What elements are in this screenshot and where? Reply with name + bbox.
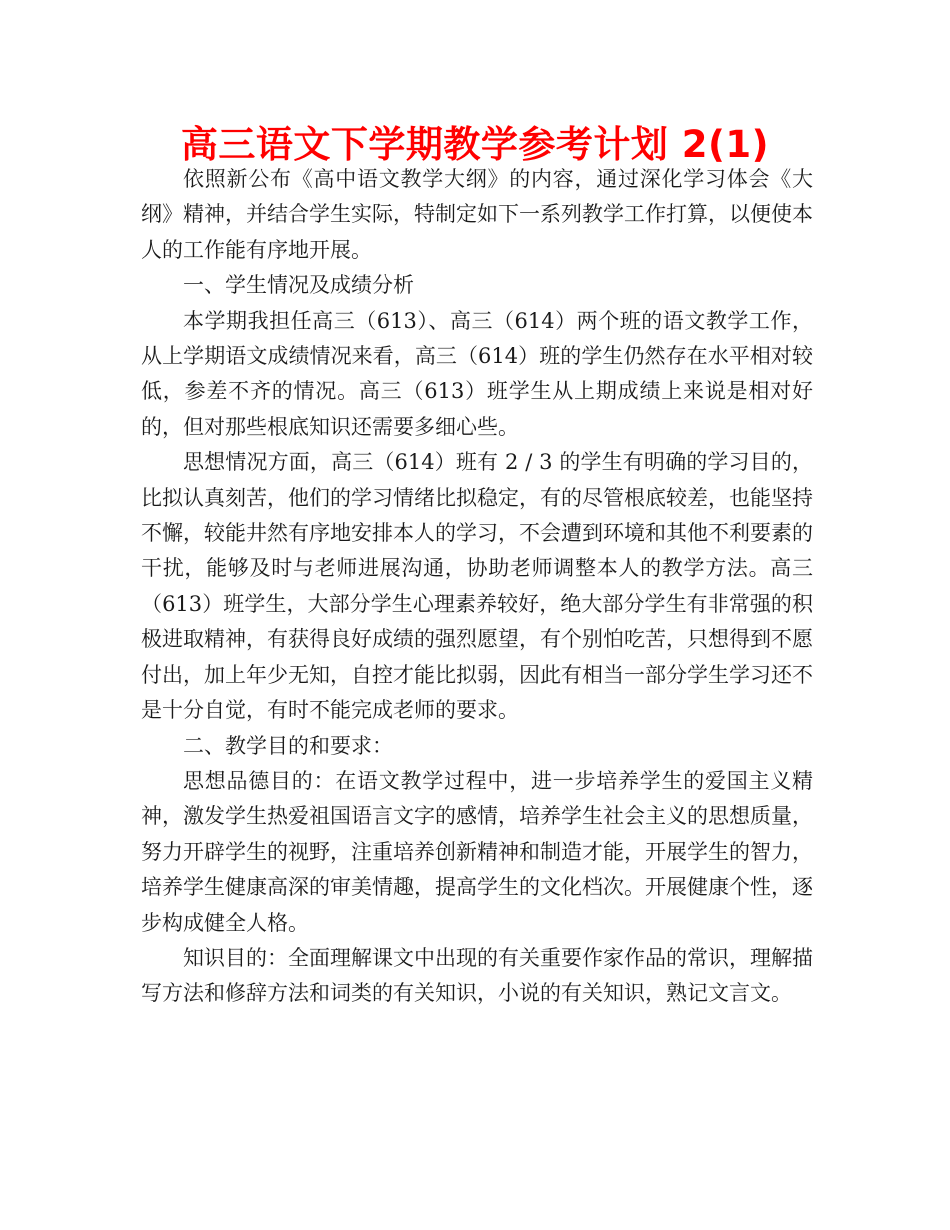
document-title: 高三语文下学期教学参考计划 2(1): [180, 123, 770, 166]
section-heading-teaching-goals: 二、教学目的和要求：: [183, 733, 393, 758]
paragraph-ideological-situation: 思想情况方面，高三（614）班有 2 / 3 的学生有明确的学习目的，比拟认真刻苦，他们的学习情绪比拟稳定，有的尽管根底较差，也能坚持不懈，较能井然有序地安排本人的学习，不会遭到环境和其他不利要素的干扰，能够及时与老师进展沟通，协助老师调整本人的教学方法。高三（613）班学生，大部分学生心理素养较好，绝大部分学生有非常强的积极进取精神，有获得良好成绩的强烈愿望，有个别怕吃苦，只想得到不愿付出，加上年少无知，自控才能比拟弱，因此有相当一部分学生学习还不是十分自觉，有时不能完成老师的要求。: [141, 450, 813, 723]
paragraph-moral-goals: 思想品德目的：在语文教学过程中，进一步培养学生的爱国主义精神，激发学生热爱祖国语言文字的感情，培养学生社会主义的思想质量，努力开辟学生的视野，注重培养创新精神和制造才能，开展学生的智力，培养学生健康高深的审美情趣，提高学生的文化档次。开展健康个性，逐步构成健全人格。: [141, 768, 813, 935]
paragraph-class-performance: 本学期我担任高三（613）、高三（614）两个班的语文教学工作，从上学期语文成绩情况来看，高三（614）班的学生仍然存在水平相对较低，参差不齐的情况。高三（613）班学生从上期成绩上来说是相对好的，但对那些根底知识还需要多细心些。: [141, 308, 813, 439]
paragraph-knowledge-goals: 知识目的：全面理解课文中出现的有关重要作家作品的常识，理解描写方法和修辞方法和词类的有关知识，小说的有关知识，熟记文言文。: [141, 945, 813, 1006]
document-body: [141, 162, 813, 1012]
paragraph-intro: 依照新公布《高中语文教学大纲》的内容，通过深化学习体会《大纲》精神，并结合学生实际，特制定如下一系列教学工作打算，以便使本人的工作能有序地开展。: [141, 167, 813, 262]
section-heading-student-analysis: 一、学生情况及成绩分析: [183, 273, 414, 298]
